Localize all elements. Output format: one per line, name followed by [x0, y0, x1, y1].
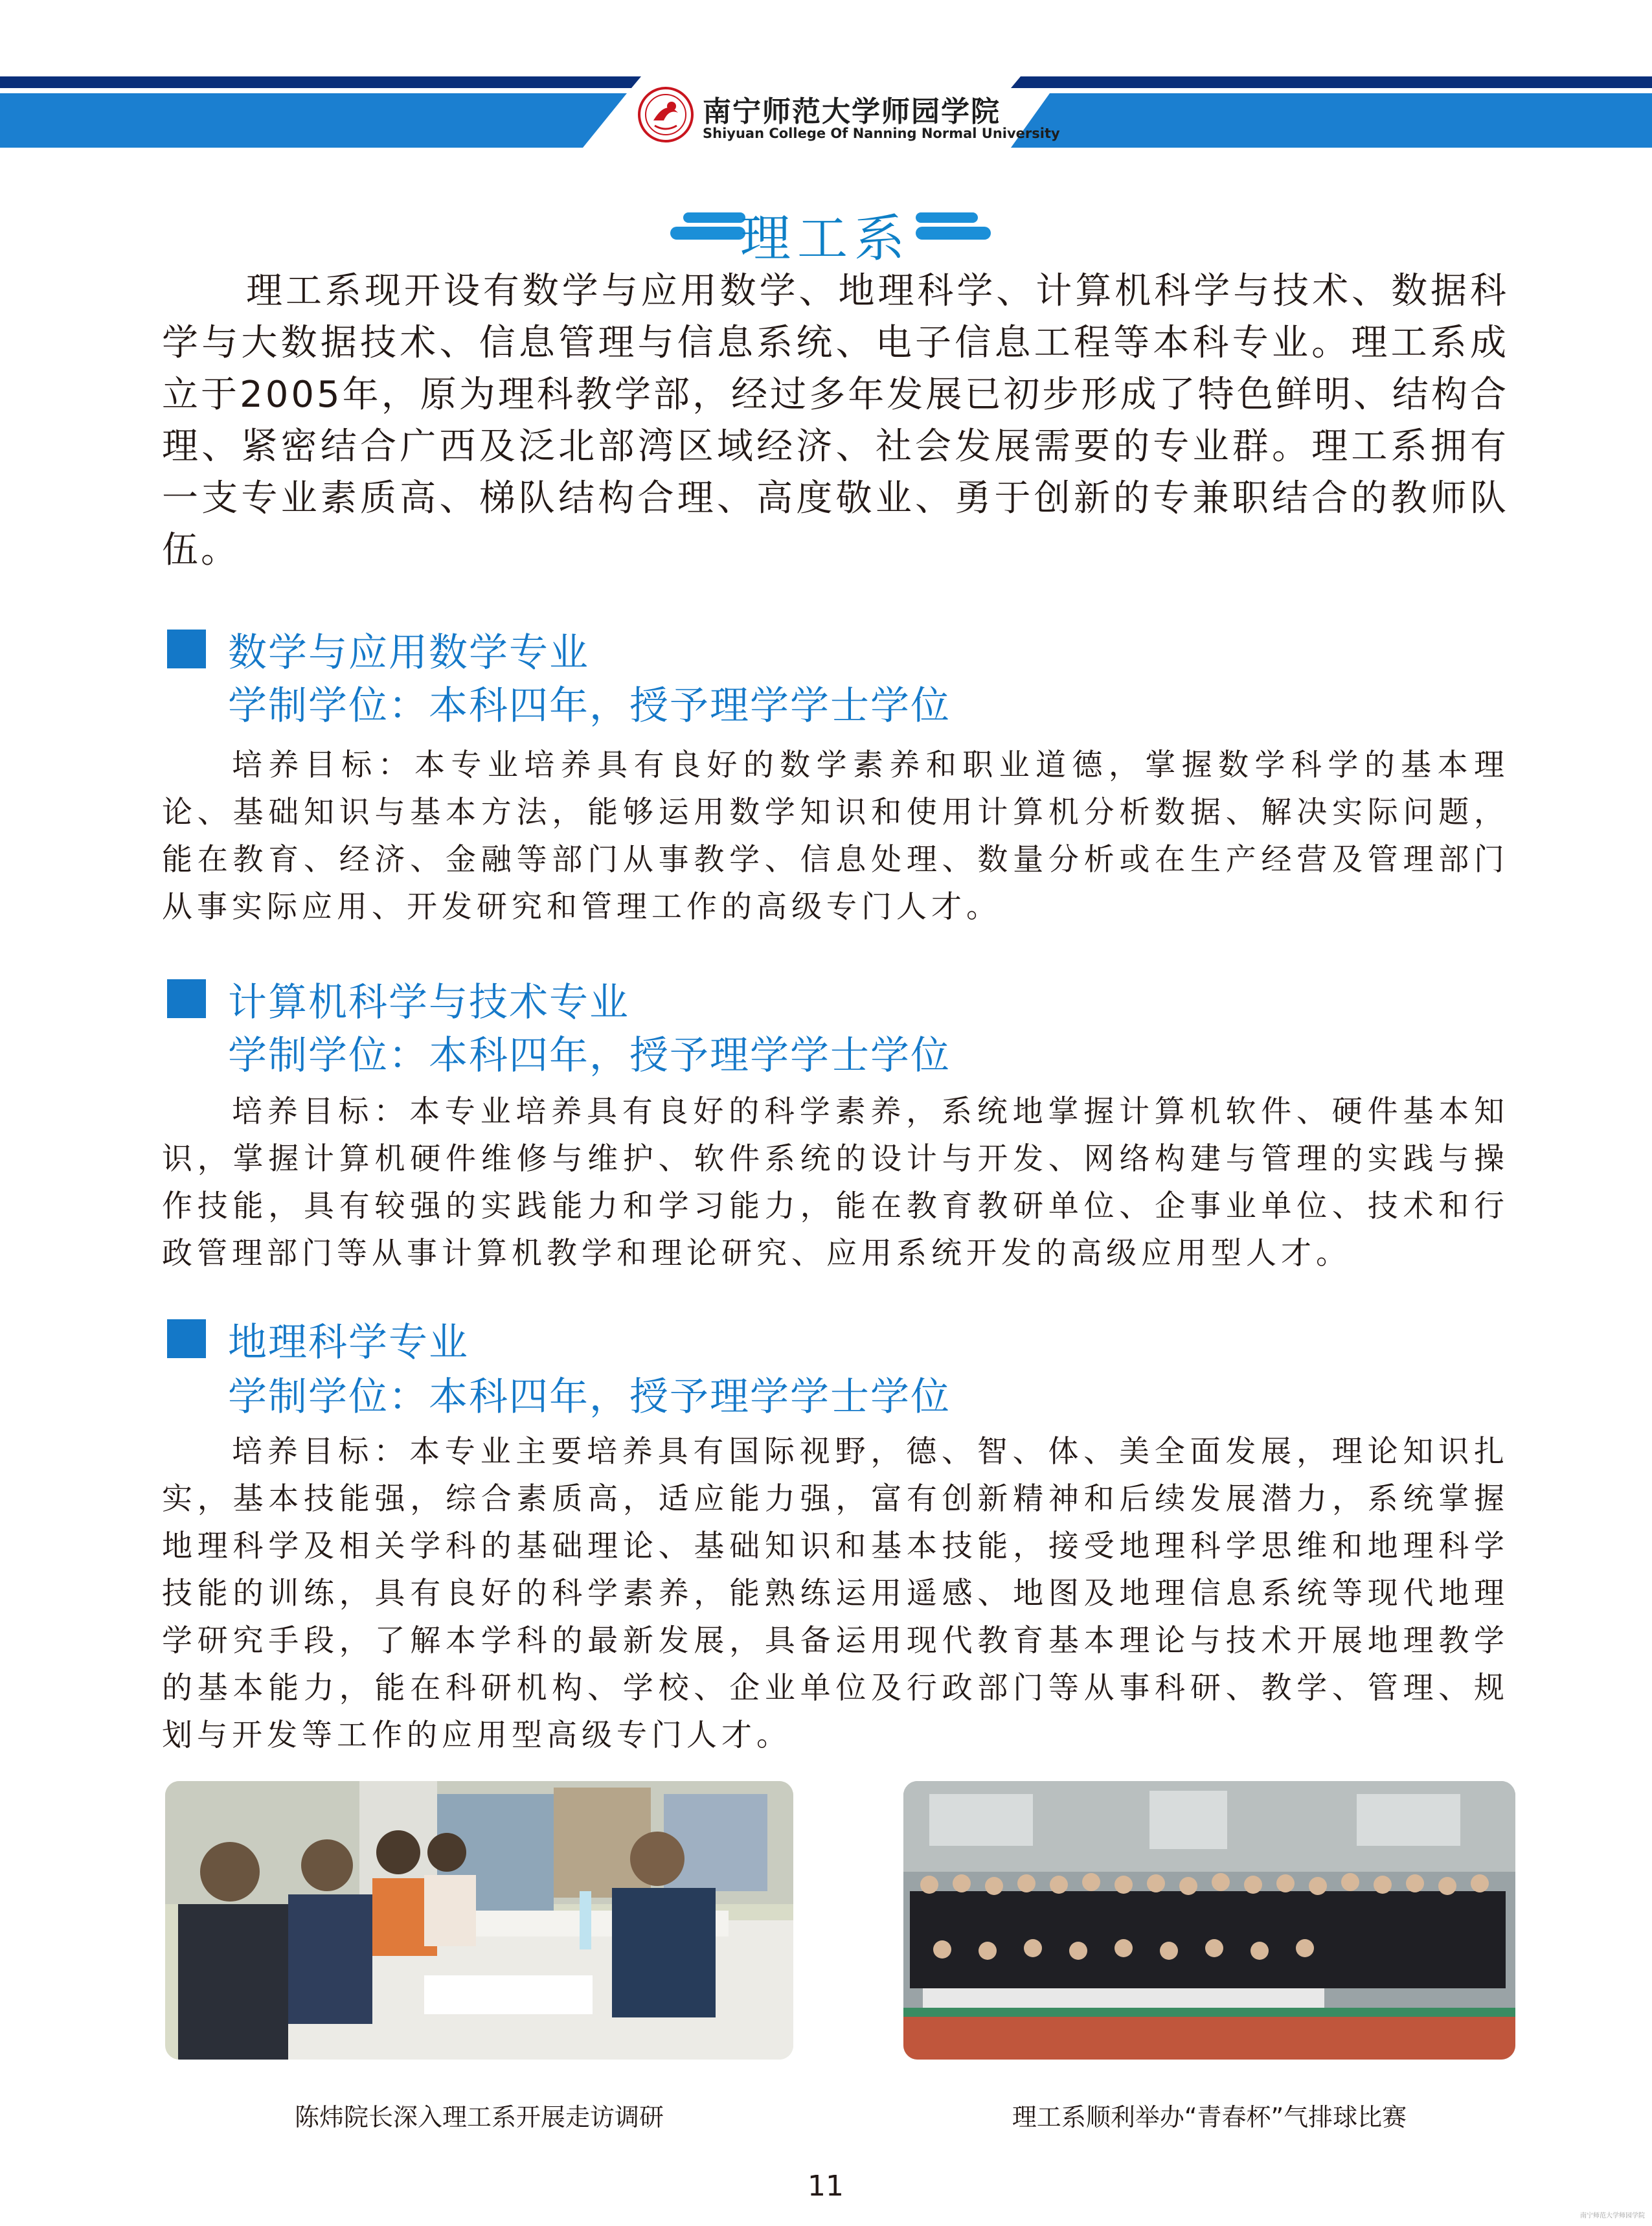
page-number: 11: [808, 2170, 844, 2203]
header-band-left: [0, 76, 641, 148]
section-body: 培养目标：本专业培养具有良好的数学素养和职业道德，掌握数学科学的基本理论、基础知识与基本方法，能够运用数学知识和使用计算机分析数据、解决实际问题，能在教育、经济、金融等部门从事教学、信息处理、数量分析或在生产经营及管理部门从事实际应用、开发研究和管理工作的高级专门人才。: [162, 747, 1509, 925]
photo-meeting: [165, 1781, 793, 2060]
intro-paragraph: 理工系现开设有数学与应用数学、地理科学、计算机科学与技术、数据科学与大数据技术、信息管理与信息系统、电子信息工程等本科专业。理工系成立于2005年，原为理科教学部，经过多年发展已初步形成了特色鲜明、结构合理、紧密结合广西及泛北部湾区域经济、社会发展需要的专业群。理工系拥有一支专业素质高、梯队结构合理、高度敬业、勇于创新的专兼职结合的教师队伍。: [162, 270, 1509, 571]
section-bullet-icon: [167, 630, 206, 668]
photo-caption: 理工系顺利举办“青春杯”气排球比赛: [1012, 2103, 1407, 2131]
school-name-en: Shiyuan College Of Nanning Normal University: [703, 126, 1060, 141]
school-logo-block: [638, 83, 1060, 148]
corner-note: 南宁师范大学师园学院: [1580, 2212, 1645, 2220]
school-emblem-icon: [638, 87, 694, 142]
section-title: 计算机科学与技术专业: [228, 980, 629, 1025]
section-title: 数学与应用数学专业: [228, 630, 589, 676]
section-bullet-icon: [167, 979, 206, 1018]
photo-caption: 陈炜院长深入理工系开展走访调研: [294, 2103, 664, 2131]
section-title: 地理科学专业: [228, 1320, 469, 1365]
page-title: 理工系: [740, 210, 911, 268]
section-degree: 学制学位：本科四年，授予理学学士学位: [228, 1374, 951, 1420]
section-bullet-icon: [167, 1319, 206, 1358]
section-body: 培养目标：本专业培养具有良好的科学素养，系统地掌握计算机软件、硬件基本知识，掌握计算机硬件维修与维护、软件系统的设计与开发、网络构建与管理的实践与操作技能，具有较强的实践能力和学习能力，能在教育教研单位、企事业单位、技术和行政管理部门等从事计算机教学和理论研究、应用系统开发的高级应用型人才。: [162, 1094, 1509, 1271]
school-name-cn: 南宁师范大学师园学院: [703, 95, 1001, 128]
header-band-right: [1011, 76, 1652, 148]
photo-volleyball-team: [903, 1781, 1515, 2060]
section-degree: 学制学位：本科四年，授予理学学士学位: [228, 683, 951, 729]
section-degree: 学制学位：本科四年，授予理学学士学位: [228, 1033, 951, 1078]
title-decoration-right-icon: [913, 211, 991, 241]
section-body: 培养目标：本专业主要培养具有国际视野，德、智、体、美全面发展，理论知识扎实，基本技能强，综合素质高，适应能力强，富有创新精神和后续发展潜力，系统掌握地理科学及相关学科的基础理论、基础知识和基本技能，接受地理科学思维和地理科学技能的训练，具有良好的科学素养，能熟练运用遥感、地图及地理信息系统等现代地理学研究手段，了解本学科的最新发展，具备运用现代教育基本理论与技术开展地理教学的基本能力，能在科研机构、学校、企业单位及行政部门等从事科研、教学、管理、规划与开发等工作的应用型高级专门人才。: [162, 1434, 1509, 1753]
